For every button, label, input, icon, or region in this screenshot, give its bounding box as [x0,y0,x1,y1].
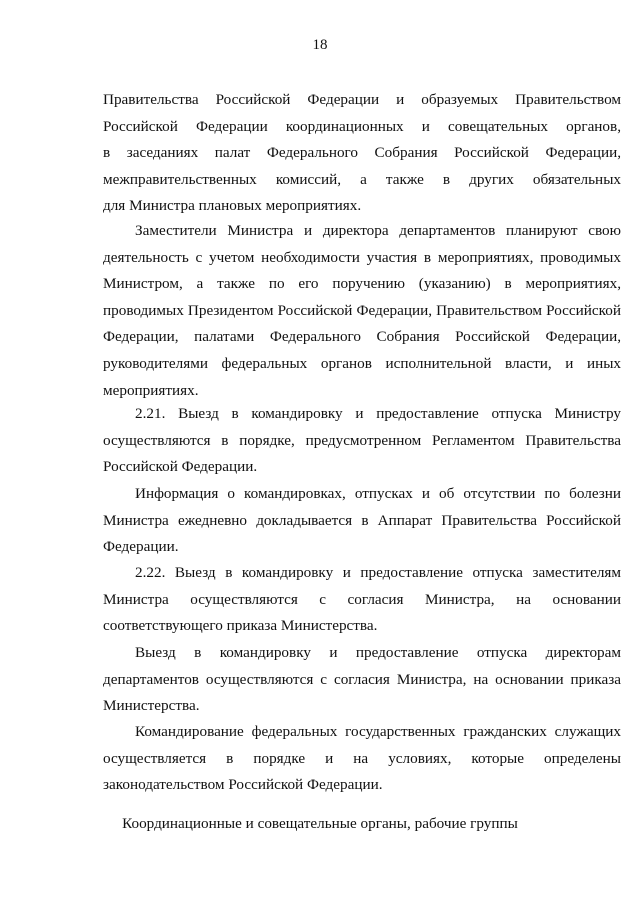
paragraph-7 [103,719,621,799]
text-line: Российской Федерации координационных и совещательных органов, [103,117,621,135]
paragraph-6 [103,640,621,720]
text-line: соответствующего приказа Министерства. [103,617,378,635]
paragraph-3 [103,401,621,481]
paragraph-1 [103,87,621,220]
text-line: межправительственных комиссий, а также в других обязательных [103,170,621,188]
section-heading: Координационные и совещательные органы, рабочие группы [122,815,518,832]
text-line: Выезд в командировку и предоставление отпуска директорам [135,644,621,661]
text-line: мероприятиях. [103,381,199,399]
text-line: Федерации. [103,538,179,556]
text-line: Информация о командировках, отпусках и об отсутствии по болезни [135,485,621,502]
text-line: деятельность с учетом необходимости участия в мероприятиях, проводимых [103,248,621,266]
text-line: Правительства Российской Федерации и образуемых Правительством [103,91,621,108]
text-line: 2.21. Выезд в командировку и предоставление отпуска Министру [135,405,621,422]
page-number: 18 [312,37,328,53]
text-line: Министра ежедневно докладывается в Аппарат Правительства Российской [103,511,621,529]
text-line: Федерации, палатами Федерального Собрания Российской Федерации, [103,328,621,346]
text-line: департаментов осуществляются с согласия Министра, на основании приказа [103,670,621,688]
text-line: Российской Федерации. [103,458,258,476]
text-line: осуществляется в порядке и на условиях, которые определены [103,749,621,767]
text-line: законодательством Российской Федерации. [103,776,383,794]
text-line: для Министра плановых мероприятиях. [103,197,362,215]
paragraph-5 [103,560,621,640]
text-line: 2.22. Выезд в командировку и предоставление отпуска заместителям [135,564,621,581]
text-line: проводимых Президентом Российской Федерации, Правительством Российской [103,301,621,319]
text-line: руководителями федеральных органов исполнительной власти, и иных [103,354,621,372]
paragraph-2 [103,218,621,404]
text-line: осуществляются в порядке, предусмотренном Регламентом Правительства [103,431,621,449]
text-line: Министром, а также по его поручению (указанию) в мероприятиях, [103,275,621,293]
text-line: Министра осуществляются с согласия Министра, на основании [103,590,621,608]
paragraph-4 [103,481,621,561]
text-line: Министерства. [103,697,200,715]
text-line: Командирование федеральных государственных гражданских служащих [135,723,621,740]
text-line: Заместители Министра и директора департаментов планируют свою [135,222,621,239]
text-line: в заседаниях палат Федерального Собрания Российской Федерации, [103,144,621,162]
